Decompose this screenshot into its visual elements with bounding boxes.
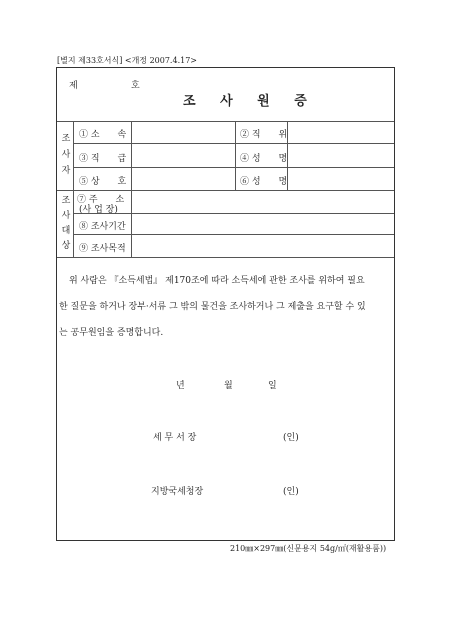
address-label: ⑦ 주 소 [77, 195, 125, 205]
date-month: 월 [224, 381, 233, 391]
certification-text-line: 위 사람은 『소득세법』 제170조에 따라 소득세에 관한 조사를 위하여 필요 [69, 276, 365, 286]
side-label-char: 사 [61, 150, 71, 160]
seal-mark: (인) [283, 487, 299, 497]
paper-spec-note: 210㎜×297㎜(신문용지 54g/㎡(재활용품)) [230, 544, 387, 553]
side-label-char: 조 [61, 134, 71, 144]
seal-mark: (인) [283, 433, 299, 443]
name-label-2: ⑥ 성 명 [240, 177, 288, 187]
certification-text-line: 한 질문을 하거나 장부·서류 그 밖의 물건을 조사하거나 그 제출을 요구할 수 있 [59, 302, 366, 312]
divider [73, 167, 394, 168]
position-label: ② 직 위 [240, 130, 288, 140]
inspection-period-label: ⑧ 조사기간 [79, 222, 126, 232]
certification-text-line: 는 공무원임을 증명합니다. [59, 328, 164, 338]
target-side-label [61, 194, 71, 254]
tax-office-head: 세 무 서 장 [153, 433, 197, 443]
divider [57, 257, 394, 258]
business-site-label: (사 업 장) [79, 205, 118, 215]
date-year: 년 [176, 381, 185, 391]
side-label-char: 조 [61, 196, 71, 206]
doc-number-suffix: 호 [131, 81, 140, 91]
side-label-char: 대 [61, 226, 71, 236]
form-title: 조 사 원 증 [183, 94, 317, 109]
divider [57, 190, 394, 191]
date-day: 일 [268, 381, 277, 391]
inspector-certificate-form [56, 67, 395, 541]
side-label-char: 자 [61, 166, 71, 176]
divider [73, 213, 394, 214]
form-header-note: [별지 제33호서식] <개정 2007.4.17> [57, 56, 197, 65]
divider [57, 121, 394, 122]
doc-number-label: 제 [69, 81, 78, 91]
divider [73, 234, 394, 235]
business-name-label: ⑤ 상 호 [79, 177, 127, 187]
inspector-side-label [61, 131, 71, 179]
divider [73, 143, 394, 144]
inspection-purpose-label: ⑨ 조사목적 [79, 244, 126, 254]
side-label-char: 상 [61, 241, 71, 251]
divider [235, 121, 236, 190]
grade-label: ③ 직 급 [79, 154, 127, 164]
divider [131, 121, 132, 257]
divider [73, 121, 74, 257]
side-label-char: 사 [61, 211, 71, 221]
name-label: ④ 성 명 [240, 154, 288, 164]
affiliation-label: ① 소 속 [79, 130, 127, 140]
regional-tax-office-head: 지방국세청장 [151, 487, 204, 497]
